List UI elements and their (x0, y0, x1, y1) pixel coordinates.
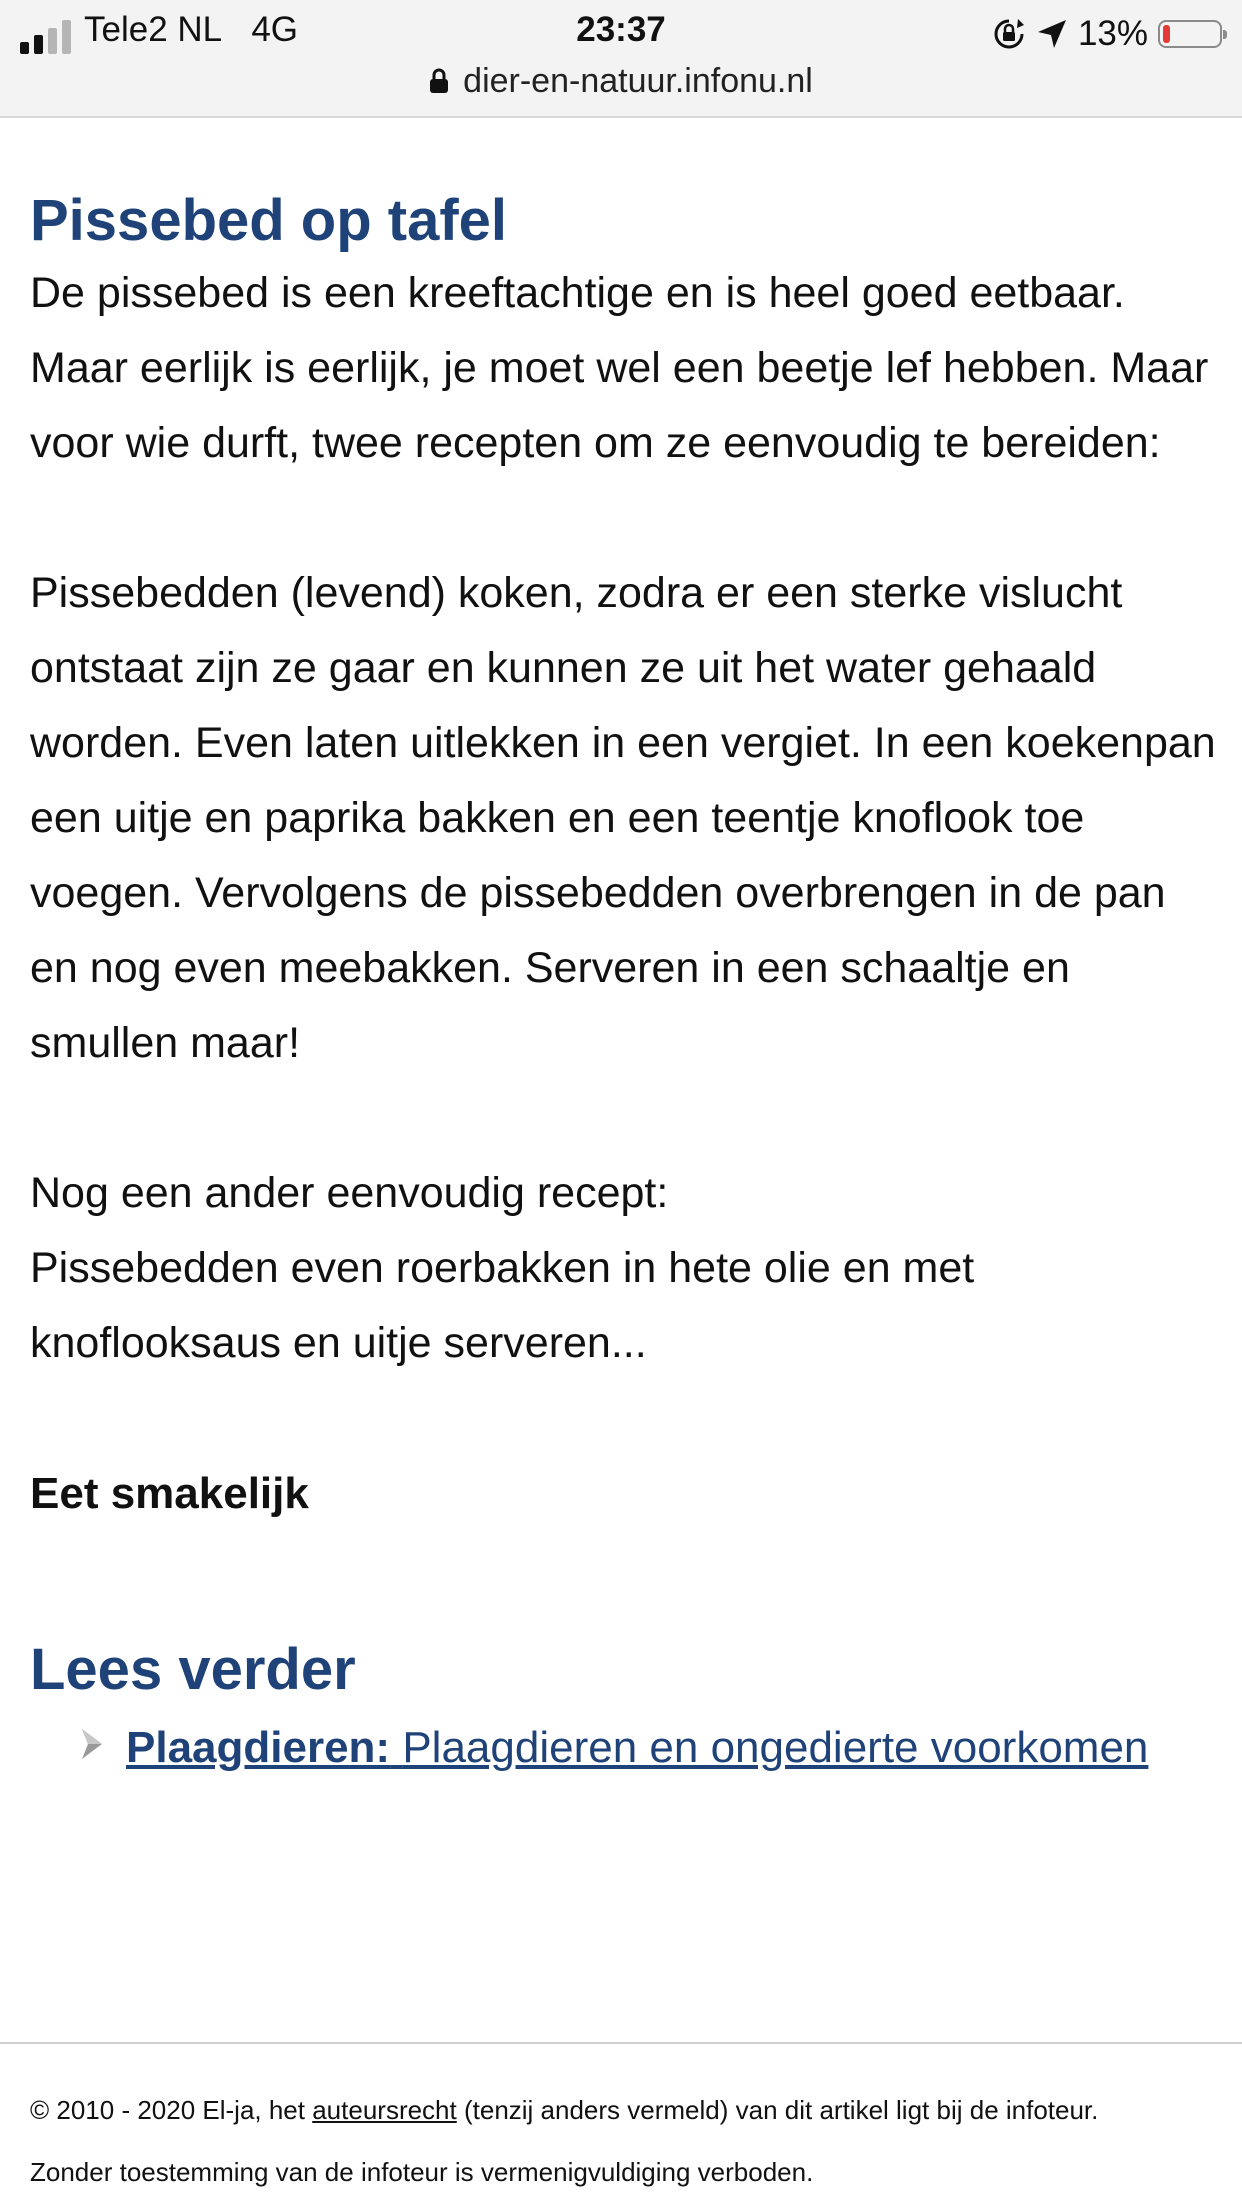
network-type: 4G (251, 10, 299, 49)
read-more-link[interactable] (126, 1713, 1216, 1783)
read-more-link-anchor[interactable] (126, 1723, 1148, 1772)
recipe-two-heading: Nog een ander eenvoudig recept: (30, 1169, 669, 1217)
chevron-right-icon (78, 1727, 106, 1761)
recipe-two: Pissebedden even roerbakken in hete olie en met knoflooksaus en uitje serveren... (30, 1244, 975, 1367)
read-more-category: Plaagdieren: (126, 1723, 391, 1772)
copyright-line: © 2010 - 2020 El-ja, het auteursrecht (tenzij anders vermeld) van dit artikel ligt bij de infoteur. (30, 2095, 1099, 2125)
status-right (992, 12, 1222, 56)
status-row (0, 8, 1242, 56)
recipe-one: Pissebedden (levend) koken, zodra er een sterke vislucht ontstaat zijn ze gaar en kunnen ze uit het water gehaald worden. Even laten uitlekken in een vergiet. In een koekenpan een uitje en paprika bakken en een teentje knoflook toe voegen. Vervolgens de pissebedden overbrengen in de pan en nog even meebakken. Serveren in een schaaltje en smullen maar! (30, 569, 1216, 1067)
reproduction-notice: Zonder toestemming van de infoteur is vermenigvuldiging verboden. (30, 2157, 814, 2187)
footer (30, 2090, 1220, 2192)
spacer (30, 1081, 1220, 1156)
spacer (30, 1381, 1220, 1456)
spacer (30, 481, 1220, 556)
orientation-lock-icon (992, 17, 1026, 51)
battery-icon (1158, 20, 1222, 48)
battery-percent: 13% (1077, 14, 1148, 53)
article-intro: De pissebed is een kreeftachtige en is heel goed eetbaar. Maar eerlijk is eerlijk, je moet wel een beetje lef hebben. Maar voor wie durft, twee recepten om ze eenvoudig te bereiden: (30, 269, 1209, 467)
lock-icon (429, 68, 449, 94)
clock: 23:37 (576, 10, 666, 49)
carrier-label: Tele2 NL 4G (84, 10, 299, 49)
article-title: Pissebed op tafel (30, 188, 508, 253)
location-arrow-icon (1036, 18, 1068, 50)
spacer (30, 1531, 1220, 1635)
read-more-item[interactable] (30, 1713, 1220, 1783)
status-bar (0, 0, 1242, 118)
closing-line: Eet smakelijk (30, 1469, 309, 1518)
url-text[interactable]: dier-en-natuur.infonu.nl (463, 61, 813, 100)
article (30, 186, 1220, 1783)
read-more-heading: Lees verder (30, 1637, 356, 1702)
read-more-title: Plaagdieren en ongedierte voorkomen (402, 1723, 1149, 1772)
address-bar[interactable] (0, 56, 1242, 106)
copyright-link[interactable]: auteursrecht (312, 2095, 457, 2125)
battery-level (1163, 25, 1170, 43)
footer-divider (0, 2042, 1242, 2044)
